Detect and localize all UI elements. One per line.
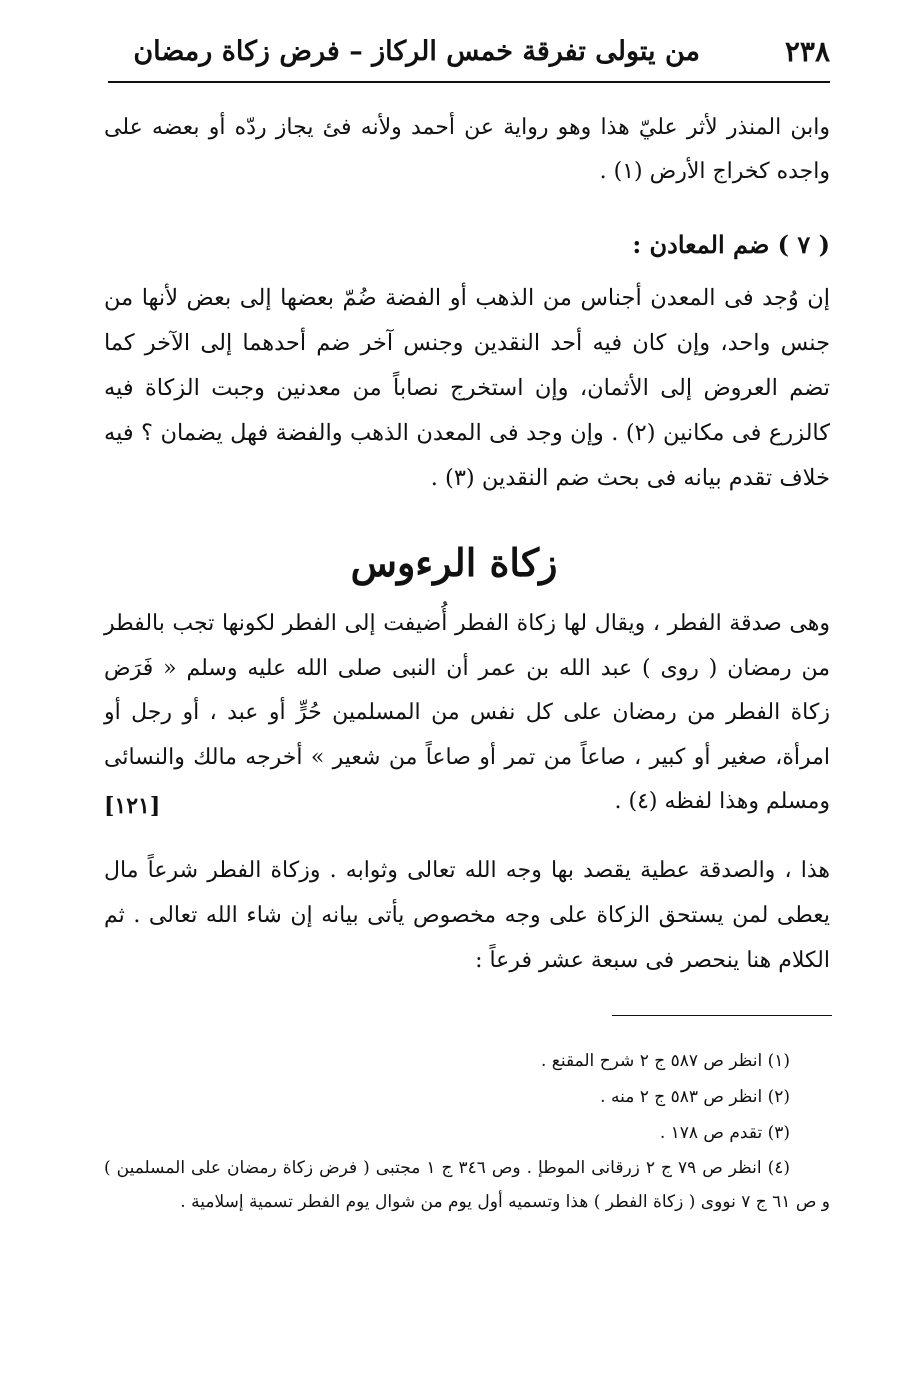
paragraph-definition: هذا ، والصدقة عطية يقصد بها وجه الله تعالى وثوابه . وزكاة الفطر شرعاً مال يعطى لمن يستحق الزكاة على وجه مخصوص يأتى بيانه إن شاء الله تعالى . ثم الكلام هنا ينحصر فى سبعة عشر فرعاً :	[104, 858, 830, 973]
footnotes	[104, 1043, 830, 1219]
section-title: زكاة الرءوس	[350, 540, 558, 585]
paragraph-combining-minerals: إن وُجد فى المعدن أجناس من الذهب أو الفضة ضُمّ بعضها إلى بعض لأنها من جنس واحد، وإن كان فيه أحد النقدين وجنس آخر ضم أحدهما إلى الآخر كما تضم العروض إلى الأثمان، وإن استخرج نصاباً من معدنين وجبت الزكاة فيه كالزرع فى مكانين (٢) . وإن وجد فى المعدن الذهب والفضة فهل يضمان ؟ فيه خلاف تقدم بيانه فى بحث ضم النقدين (٣) .	[104, 285, 831, 491]
footnote-4: (٤) انظر ص ٧٩ ج ٢ زرقانى الموطإ . وص ٣٤٦ ج ١ مجتبى ( فرض زكاة رمضان على المسلمين ) و ص ٦١ ج ٧ نووى ( زكاة الفطر ) هذا وتسميه أول يوم من شوال يوم الفطر تسمية إسلامية .	[104, 1158, 830, 1212]
hadith-number: [١٢١]	[104, 793, 161, 819]
footnote-2: (٢) انظر ص ٥٨٣ ج ٢ منه .	[600, 1087, 790, 1107]
paragraph-sadaqat-al-fitr: وهى صدقة الفطر ، ويقال لها زكاة الفطر أُضيفت إلى الفطر لكونها تجب بالفطر من رمضان ( روى ) عبد الله بن عمر أن النبى صلى الله عليه وسلم « فَرَض زكاة الفطر من رمضان على كل نفس من المسلمين حُرٍّ أو عبد ، أو رجل أو امرأة، صغير أو كبير ، صاعاً من تمر أو صاعاً من شعير » أخرجه مالك والنسائى ومسلم وهذا لفظه (٤) .	[104, 611, 830, 814]
running-title: من يتولى تفرقة خمس الركاز – فرض زكاة رمضان	[133, 36, 700, 67]
footnote-1: (١) انظر ص ٥٨٧ ج ٢ شرح المقنع .	[540, 1051, 790, 1071]
subheading-combining-minerals: ( ٧ ) ضم المعادن :	[632, 230, 830, 259]
header-rule	[108, 81, 830, 83]
footnote-3: (٣) تقدم ص ١٧٨ .	[659, 1123, 790, 1143]
paragraph-continuation: وابن المنذر لأثر عليّ هذا وهو رواية عن أحمد ولأنه فئ يجاز ردّه أو بعضه على واجده كخراج الأرض (١) .	[104, 115, 830, 184]
page-number: ٢٣٨	[784, 35, 830, 68]
footnote-rule	[612, 1015, 832, 1016]
running-header	[133, 28, 830, 76]
